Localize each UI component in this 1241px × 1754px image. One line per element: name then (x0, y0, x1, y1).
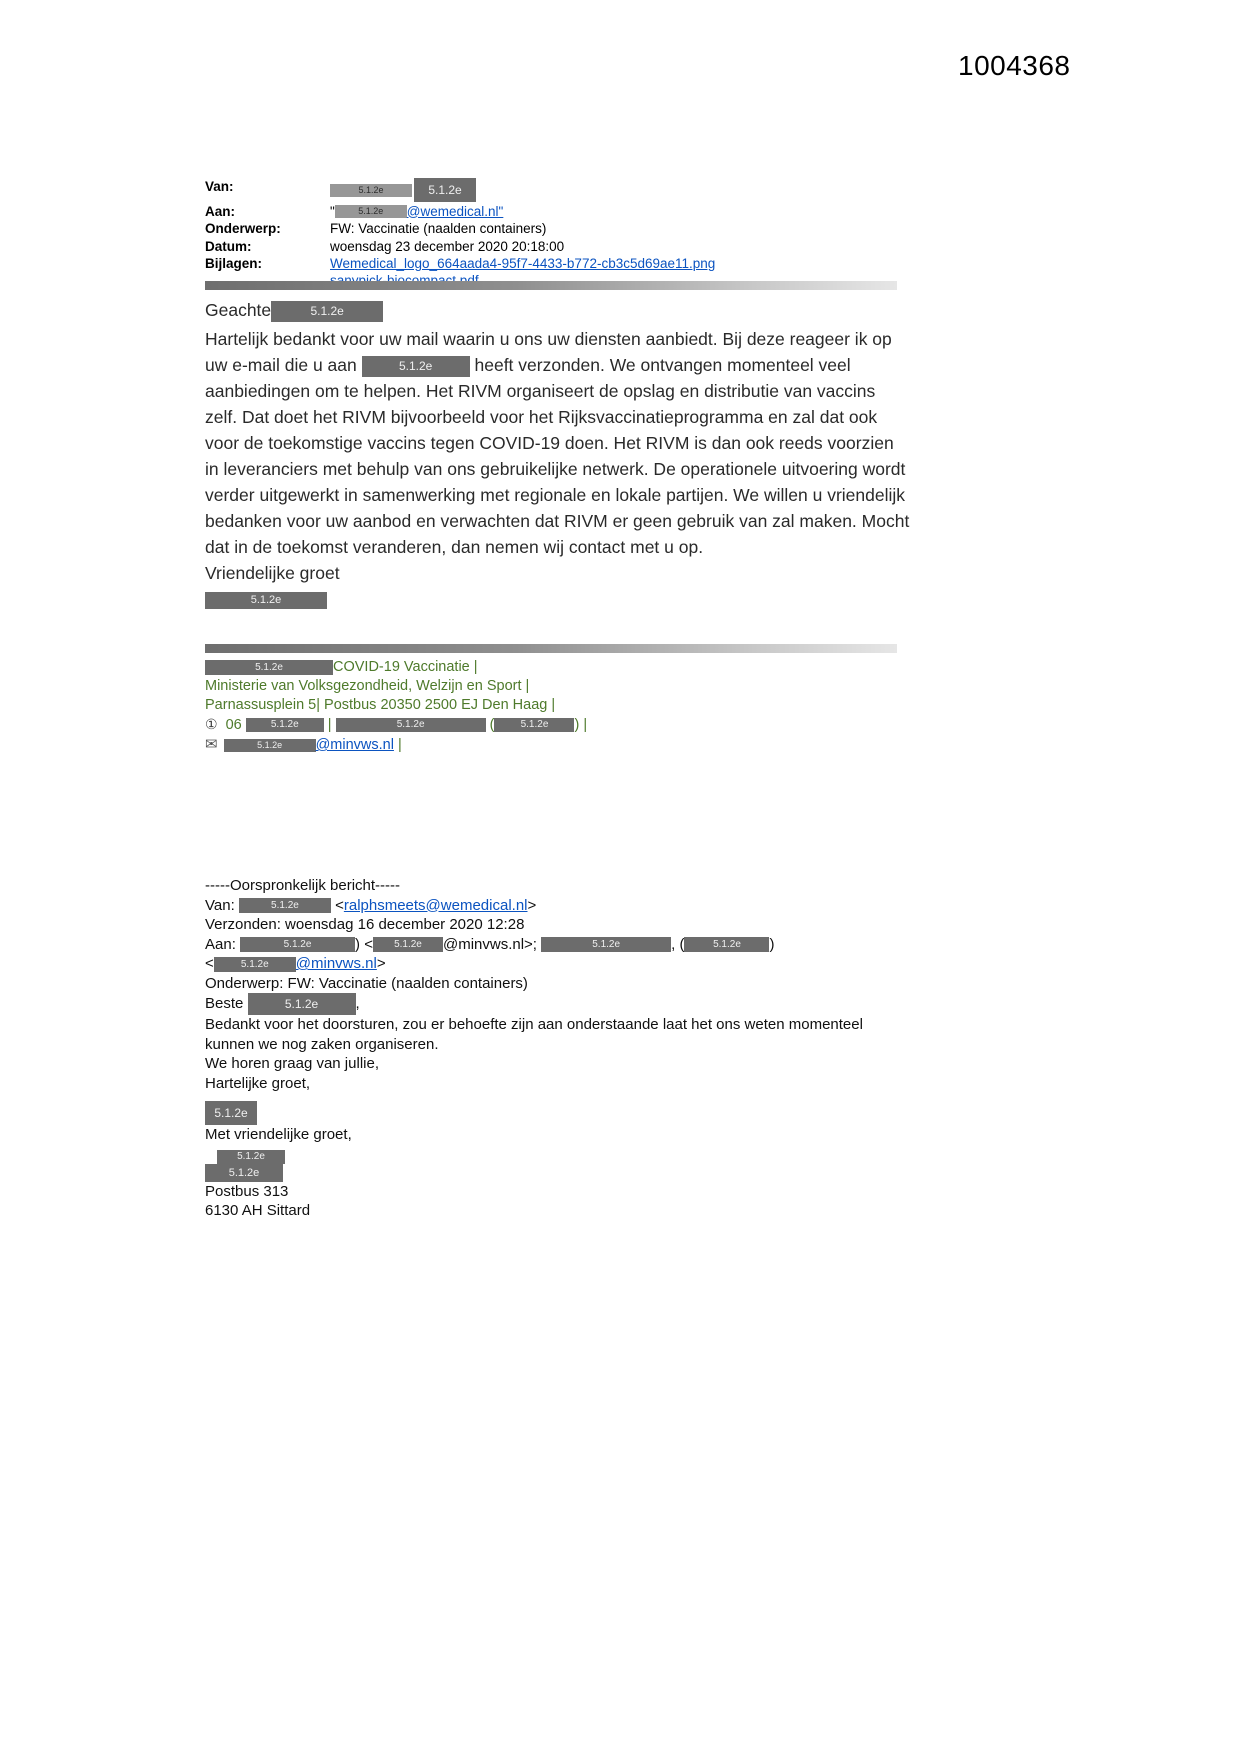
redaction-box: 5.1.2e (239, 898, 331, 913)
beste-text: Beste (205, 994, 244, 1012)
signature-ministry-line: Ministerie van Volksgezondheid, Welzijn en Sport | (205, 678, 530, 694)
redaction-box: 5.1.2e (214, 957, 296, 972)
signature-block (205, 658, 925, 755)
greeting-line (205, 297, 910, 323)
reply-paragraph (205, 326, 910, 560)
angle-open: < (335, 896, 344, 914)
redaction-box: 5.1.2e (217, 1150, 285, 1164)
signature-title: COVID-19 Vaccinatie | (333, 659, 478, 675)
document-number: 1004368 (958, 50, 1071, 81)
original-sender-email-link[interactable]: ralphsmeets@wemedical.nl (343, 896, 528, 914)
pipe-separator: | (397, 737, 402, 753)
redaction-box: 5.1.2e (684, 937, 769, 952)
aan-separator: , ( (671, 935, 685, 953)
aan-separator: ) < (355, 935, 373, 953)
section-divider-bar (205, 281, 897, 290)
redaction-box: 5.1.2e (494, 718, 574, 732)
datum-value: woensdag 23 december 2020 20:18:00 (330, 238, 565, 254)
redaction-box: 5.1.2e (248, 993, 356, 1015)
mail-header-block (205, 178, 925, 290)
redaction-box: 5.1.2e (205, 660, 333, 675)
header-row-datum (205, 238, 925, 255)
redaction-box: 5.1.2e (240, 937, 355, 952)
signature-address-line: Parnassusplein 5| Postbus 20350 2500 EJ Den Haag | (205, 697, 556, 713)
attachment-link-png[interactable]: Wemedical_logo_664aada4-95f7-4433-b772-cb3c5d69ae11.png (330, 256, 716, 271)
datum-label: Datum: (205, 238, 252, 254)
aan-email-link[interactable]: @wemedical.nl" (406, 203, 504, 219)
original-paragraph-greet: Hartelijke groet, (205, 1074, 311, 1092)
paren-open: ( (489, 717, 495, 733)
aan-separator: ) (769, 935, 775, 953)
beste-line (205, 993, 895, 1015)
angle-close: > (527, 896, 537, 914)
redaction-box: 5.1.2e (224, 739, 316, 752)
original-separator: -----Oorspronkelijk bericht----- (205, 877, 401, 894)
original-aan-line-2 (205, 954, 895, 974)
phone-prefix: 06 (225, 717, 242, 733)
aan-value (330, 203, 925, 220)
van-value (330, 178, 925, 202)
redaction-box: 5.1.2e (336, 718, 486, 732)
pipe-separator: | (327, 717, 332, 733)
header-row-van (205, 178, 925, 202)
onderwerp-label: Onderwerp: (205, 221, 281, 236)
original-aan-line (205, 935, 895, 955)
original-verzonden-line: Verzonden: woensdag 16 december 2020 12:28 (205, 916, 525, 933)
signature-email-line (205, 735, 925, 755)
onderwerp-value: FW: Vaccinatie (naalden containers) (330, 221, 547, 236)
original-paragraph-hear: We horen graag van jullie, (205, 1055, 379, 1072)
van-label: Van: (205, 896, 235, 914)
original-paragraph-kind: Met vriendelijke groet, (205, 1126, 352, 1143)
envelope-icon: ✉ (205, 736, 218, 753)
aan-domain-text: @minvws.nl>; (442, 935, 537, 953)
redaction-box: 5.1.2e (541, 937, 671, 952)
redaction-box: 5.1.2e (205, 1101, 257, 1125)
angle-open: < (205, 955, 214, 972)
redaction-box: 5.1.2e (205, 1164, 283, 1182)
reply-message (205, 297, 910, 609)
header-row-aan (205, 203, 925, 220)
redaction-box: 5.1.2e (414, 178, 476, 202)
redaction-box: 5.1.2e (246, 718, 324, 732)
address-line-2: 6130 AH Sittard (205, 1202, 311, 1220)
header-row-onderwerp (205, 220, 925, 237)
signature-name-line (205, 658, 925, 677)
redaction-box: 5.1.2e (330, 184, 412, 197)
original-onderwerp-line: Onderwerp: FW: Vaccinatie (naalden containers) (205, 974, 528, 992)
greeting-text: Geachte (205, 300, 272, 320)
address-line-1: Postbus 313 (205, 1182, 289, 1200)
redaction-box: 5.1.2e (362, 356, 470, 377)
redaction-box: 5.1.2e (205, 592, 327, 609)
bijlagen-label: Bijlagen: (205, 256, 263, 271)
angle-close: > (376, 955, 386, 972)
closing-line: Vriendelijke groet (205, 563, 340, 583)
original-van-line (205, 896, 895, 916)
signature-redaction (205, 1101, 895, 1125)
reply-text-before: Hartelijk bedankt voor uw mail waarin u ons uw diensten aanbiedt. Bij deze reageer ik op uw e-mail die u aan (205, 329, 892, 375)
sender-name-redactions (205, 1149, 895, 1182)
aan-quote: " (330, 203, 335, 219)
redaction-box: 5.1.2e (373, 937, 443, 952)
section-divider-bar (205, 644, 897, 653)
original-recipient-email-link[interactable]: @minvws.nl (295, 955, 377, 972)
phone-icon: ① (205, 716, 218, 732)
redaction-box: 5.1.2e (335, 205, 407, 218)
original-message-block (205, 876, 895, 1221)
signature-email-link[interactable]: @minvws.nl (315, 737, 394, 753)
beste-comma: , (355, 994, 360, 1012)
aan-label: Aan: (205, 203, 235, 219)
paren-close: ) | (574, 717, 588, 733)
original-paragraph-thanks: Bedankt voor het doorsturen, zou er behoefte zijn aan onderstaande laat het ons weten momenteel kunnen we nog zaken organiseren. (205, 1016, 863, 1053)
aan-label: Aan: (205, 935, 236, 953)
reply-text-after: heeft verzonden. We ontvangen momenteel veel aanbiedingen om te helpen. Het RIVM organiseert de opslag en distributie van vaccins zelf. Dat doet het RIVM bijvoorbeeld voor het Rijksvaccinatieprogramma en zal dat ook voor de toekomstige vaccins tegen COVID-19 doen. Het RIVM is dan ook reeds voorzien in leveranciers met behulp van ons gebruikelijke netwerk. De operationele uitvoering wordt verder uitgewerkt in samenwerking met regionale en lokale partijen. We willen u vriendelijk bedanken voor uw aanbod en verwachten dat RIVM er geen gebruik van zal maken. Mocht dat in de toekomst veranderen, dan nemen wij contact met u op. (205, 355, 910, 557)
van-label: Van: (205, 179, 234, 194)
signature-phone-line (205, 715, 925, 735)
redaction-box: 5.1.2e (271, 301, 383, 322)
